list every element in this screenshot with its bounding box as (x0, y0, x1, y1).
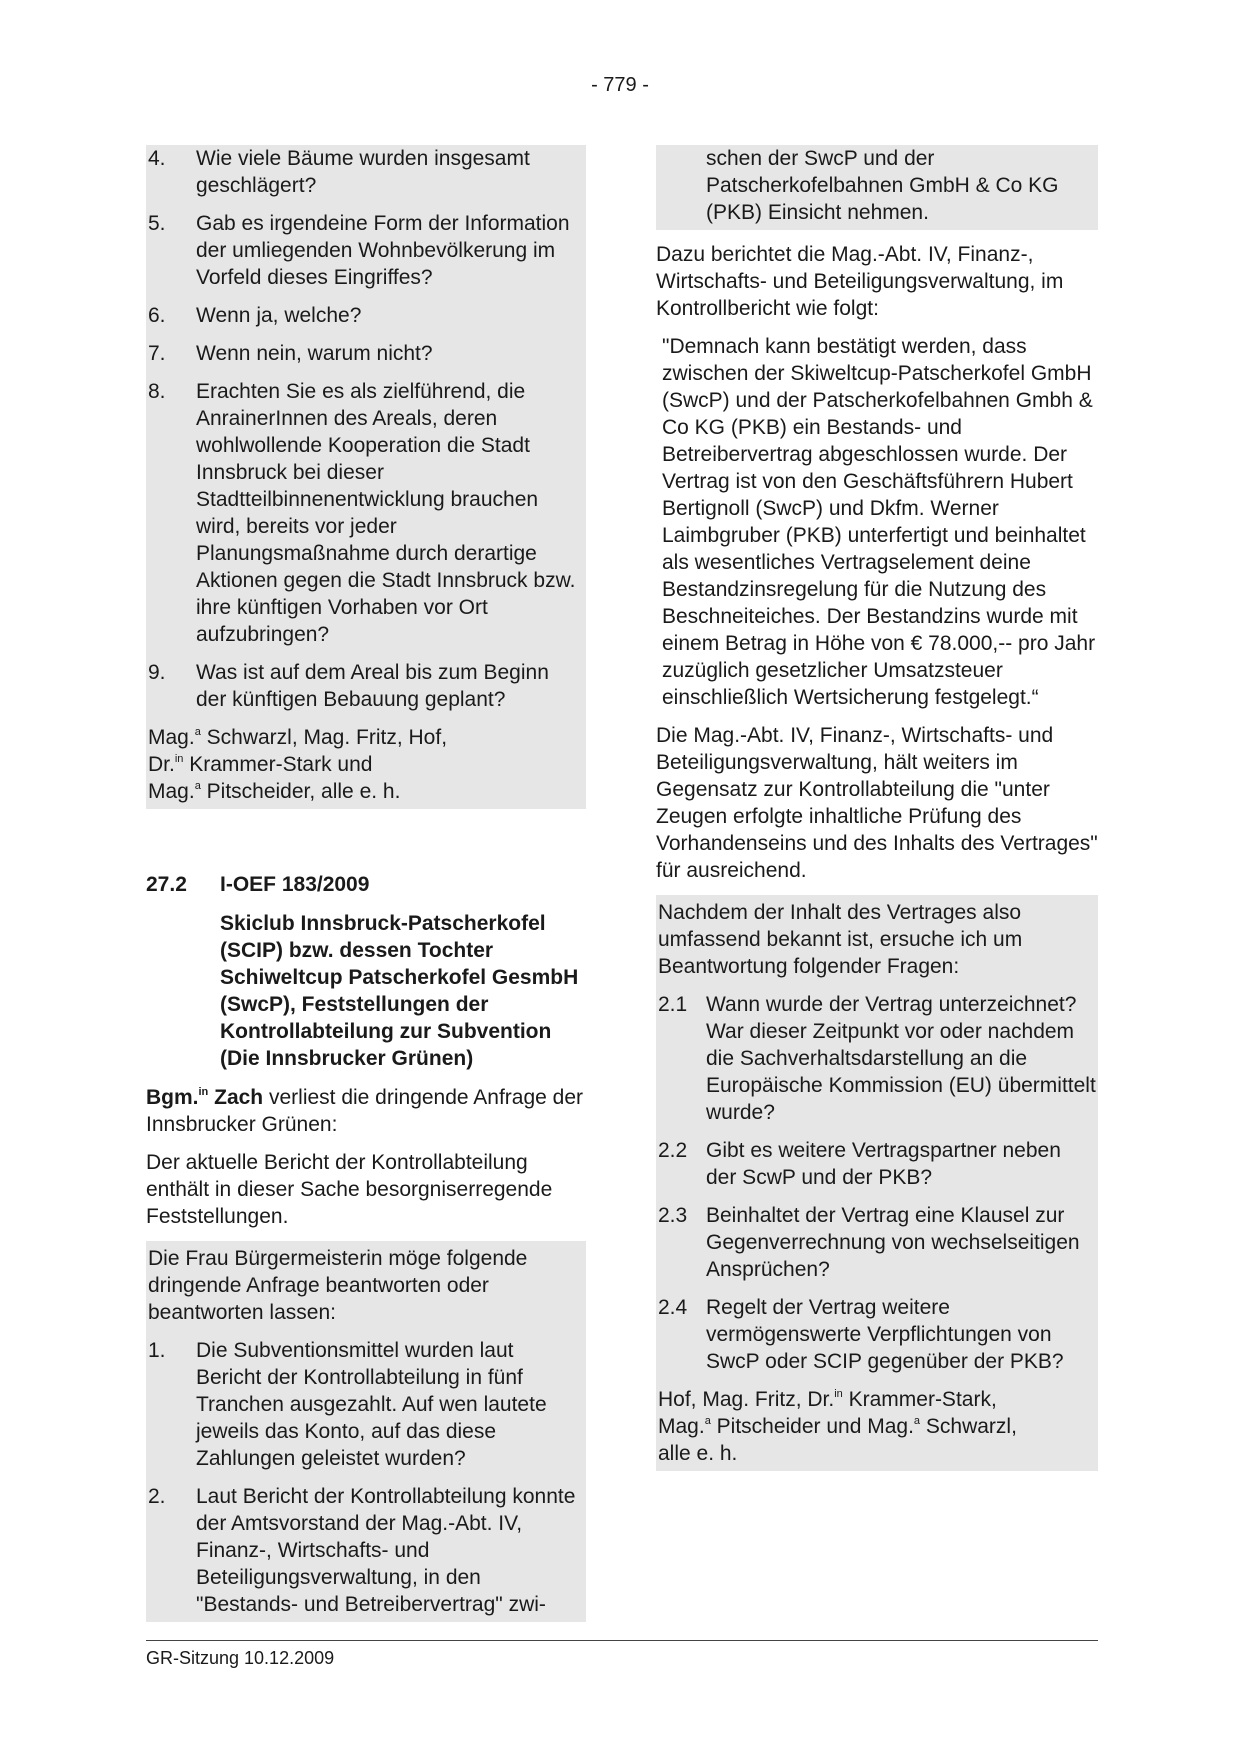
paragraph: Der aktuelle Bericht der Kontrollabteilung enthält in dieser Sache besorgniserregende Feststellungen. (146, 1151, 553, 1228)
list-item: 9. Was ist auf dem Areal bis zum Beginn der künftigen Bebauung geplant? (148, 661, 549, 711)
signature-block: Mag.$^a$ Schwarzl, Mag. Fritz, Hof, Dr.$^{in}$ Krammer-Stark und Mag.$^a$ Pitscheider, alle e. h. (148, 726, 448, 803)
list-item: 5. Gab es irgendeine Form der Information der umliegenden Wohnbevölkerung im Vorfeld dieses Eingriffes? (148, 212, 570, 289)
paragraph: Die Mag.-Abt. IV, Finanz-, Wirtschafts- und Beteiligungsverwaltung, hält weiters im Gegensatz zur Kontrollabteilung die "unter Zeugen erfolgte inhaltliche Prüfung des Vorhandenseins und des Inhalts des Vertrages" für ausreichend. (656, 724, 1098, 882)
left-column (146, 145, 586, 1622)
list-item: 4. Wie viele Bäume wurden insgesamt geschlägert? (148, 147, 530, 197)
list-item: 2.1 Wann wurde der Vertrag unterzeichnet? War dieser Zeitpunkt vor oder nachdem die Sachverhaltsdarstellung an die Europäische Kommission (EU) übermittelt wurde? (658, 993, 1096, 1124)
list-item: 7. Wenn nein, warum nicht? (148, 342, 433, 365)
list-item: 1. Die Subventionsmittel wurden laut Bericht der Kontrollabteilung in fünf Tranchen ausgezahlt. Auf wen lautete jeweils das Konto, auf das diese Zahlungen geleistet wurden? (148, 1339, 547, 1470)
question-block-right (656, 895, 1098, 1471)
signature-block: Hof, Mag. Fritz, Dr.$^{in}$ Krammer-Stark, Mag.$^a$ Pitscheider und Mag.$^a$ Schwarzl, alle e. h. (658, 1388, 1017, 1465)
list-item: 2.3 Beinhaltet der Vertrag eine Klausel zur Gegenverrechnung von wechselseitigen Ansprüchen? (658, 1204, 1080, 1281)
list-item: 6. Wenn ja, welche? (148, 304, 362, 327)
footer-divider (146, 1640, 1098, 1641)
quote-paragraph: "Demnach kann bestätigt werden, dass zwischen der Skiweltcup-Patscherkofel GmbH (SwcP) und der Patscherkofelbahnen Gmbh & Co KG (PKB) ein Bestands- und Betreibervertrag abgeschlossen wurde. Der Vertrag ist von den Geschäftsführern Hubert Bertignoll (SwcP) und Dkfm. Werner Laimbgruber (PKB) unterfertigt und beinhaltet als wesentliches Vertragselement deine Bestandzinsregelung für die Nutzung des Beschneiteiches. Der Bestandzins wurde mit einem Betrag in Höhe von € 78.000,-- pro Jahr zuzüglich gesetzlicher Umsatzsteuer einschließlich Wertsicherung festgelegt.“ (662, 335, 1096, 709)
paragraph: Nachdem der Inhalt des Vertrages also umfassend bekannt ist, ersuche ich um Beantwortung folgender Fragen: (658, 901, 1023, 978)
list-item: 2. Laut Bericht der Kontrollabteilung konnte der Amtsvorstand der Mag.-Abt. IV, Finanz-, Wirtschafts- und Beteiligungsverwaltung, in den "Bestands- und Betreibervertrag" zwi- (148, 1485, 576, 1616)
footer-text: GR-Sitzung 10.12.2009 (146, 1648, 335, 1668)
section-heading: 27.2 I-OEF 183/2009 (146, 873, 370, 896)
list-item: 2.2 Gibt es weitere Vertragspartner neben der ScwP und der PKB? (658, 1139, 1061, 1189)
question-block-bottom (146, 1241, 586, 1622)
list-item: 2.4 Regelt der Vertrag weitere vermögenswerte Verpflichtungen von SwcP oder SCIP gegenüber der PKB? (658, 1296, 1064, 1373)
question-continuation (656, 145, 1098, 230)
paragraph: Dazu berichtet die Mag.-Abt. IV, Finanz-, Wirtschafts- und Beteiligungsverwaltung, im Kontrollbericht wie folgt: (656, 243, 1064, 320)
right-column (656, 145, 1098, 1471)
question-block-top (146, 145, 586, 809)
page-number: - 779 - (591, 74, 649, 96)
list-item: 8. Erachten Sie es als zielführend, die AnrainerInnen des Areals, deren wohlwollende Kooperation die Stadt Innsbruck bei dieser Stadtteilbinnenentwicklung brauchen wird, bereits vor jeder Planungsmaßnahme durch derartige Aktionen gegen die Stadt Innsbruck bzw. ihre künftigen Vorhaben vor Ort aufzubringen? (148, 380, 576, 646)
paragraph: Die Frau Bürgermeisterin möge folgende dringende Anfrage beantworten oder beantworten lassen: (148, 1247, 528, 1324)
continued-item-text: schen der SwcP und der Patscherkofelbahnen GmbH & Co KG (PKB) Einsicht nehmen. (706, 147, 1059, 224)
intro-paragraph: Bgm.$^{in}$ Zach verliest die dringende Anfrage der Innsbrucker Grünen: (146, 1086, 584, 1136)
section-subject: Skiclub Innsbruck-Patscherkofel (SCIP) bzw. dessen Tochter Schiweltcup Patscherkofel GesmbH (SwcP), Feststellungen der Kontrollabteilung zur Subvention (Die Innsbrucker Grünen) (220, 912, 579, 1070)
